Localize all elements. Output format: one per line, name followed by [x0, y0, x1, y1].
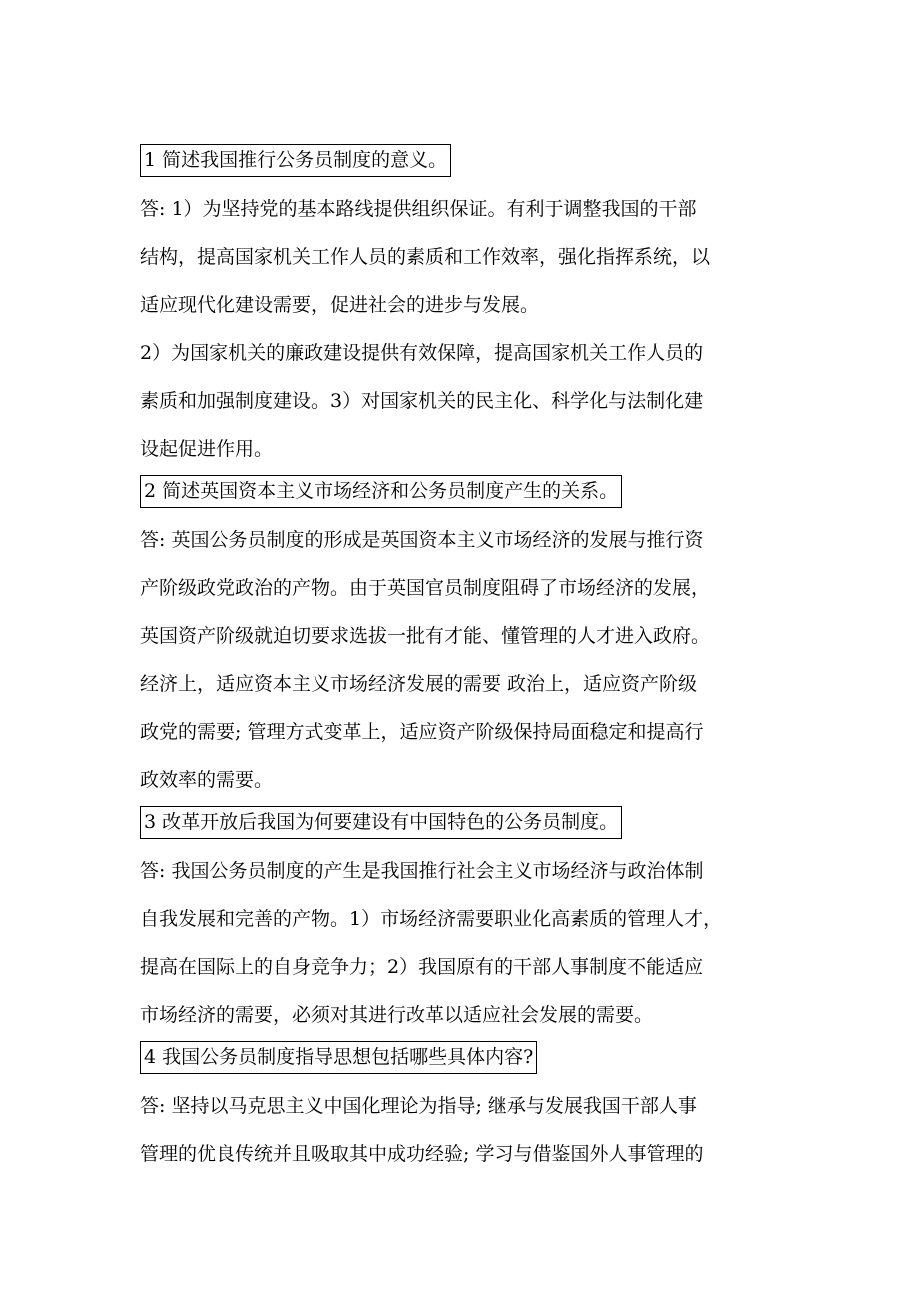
answer-line: 适应现代化建设需要，促进社会的进步与发展。: [140, 294, 540, 316]
section-1: [140, 144, 785, 473]
question-heading: 3 改革开放后我国为何要建设有中国特色的公务员制度。: [140, 806, 622, 839]
section-2: [140, 475, 785, 804]
answer-line: 市场经济的需要，必须对其进行改革以适应社会发展的需要。: [140, 1004, 654, 1026]
section-3: [140, 806, 785, 1039]
answer-line: 政效率的需要。: [140, 769, 274, 791]
answer-line: 提高在国际上的自身竞争力；2）我国原有的干部人事制度不能适应: [140, 956, 704, 978]
answer-line: 英国资产阶级就迫切要求选拔一批有才能、懂管理的人才进入政府。: [140, 625, 711, 647]
answer-line: 答: 我国公务员制度的产生是我国推行社会主义市场经济与政治体制: [140, 860, 704, 882]
section-4: [140, 1041, 785, 1178]
question-heading: 2 简述英国资本主义市场经济和公务员制度产生的关系。: [140, 475, 622, 508]
answer-line: 自我发展和完善的产物。1）市场经济需要职业化高素质的管理人才，: [140, 908, 723, 930]
answer-line: 2）为国家机关的廉政建设提供有效保障，提高国家机关工作人员的: [140, 342, 704, 364]
answer-line: 设起促进作用。: [140, 438, 274, 460]
answer-line: 素质和加强制度建设。3）对国家机关的民主化、科学化与法制化建: [140, 390, 704, 412]
question-heading: 1 简述我国推行公务员制度的意义。: [140, 144, 451, 177]
answer-line: 政党的需要; 管理方式变革上，适应资产阶级保持局面稳定和提高行: [140, 721, 704, 743]
answer-line: 答: 1）为坚持党的基本路线提供组织保证。有利于调整我国的干部: [140, 198, 697, 220]
answer-line: 结构，提高国家机关工作人员的素质和工作效率，强化指挥系统，以: [140, 246, 711, 268]
answer-line: 经济上，适应资本主义市场经济发展的需要 政治上，适应资产阶级: [140, 673, 698, 695]
answer-line: 产阶级政党政治的产物。由于英国官员制度阻碍了市场经济的发展，: [140, 577, 711, 599]
answer-line: 答: 坚持以马克思主义中国化理论为指导; 继承与发展我国干部人事: [140, 1095, 697, 1117]
document-page: [140, 144, 785, 1178]
answer-line: 答: 英国公务员制度的形成是英国资本主义市场经济的发展与推行资: [140, 529, 704, 551]
answer-line: 管理的优良传统并且吸取其中成功经验; 学习与借鉴国外人事管理的: [140, 1143, 704, 1165]
question-heading: 4 我国公务员制度指导思想包括哪些具体内容?: [140, 1041, 537, 1074]
